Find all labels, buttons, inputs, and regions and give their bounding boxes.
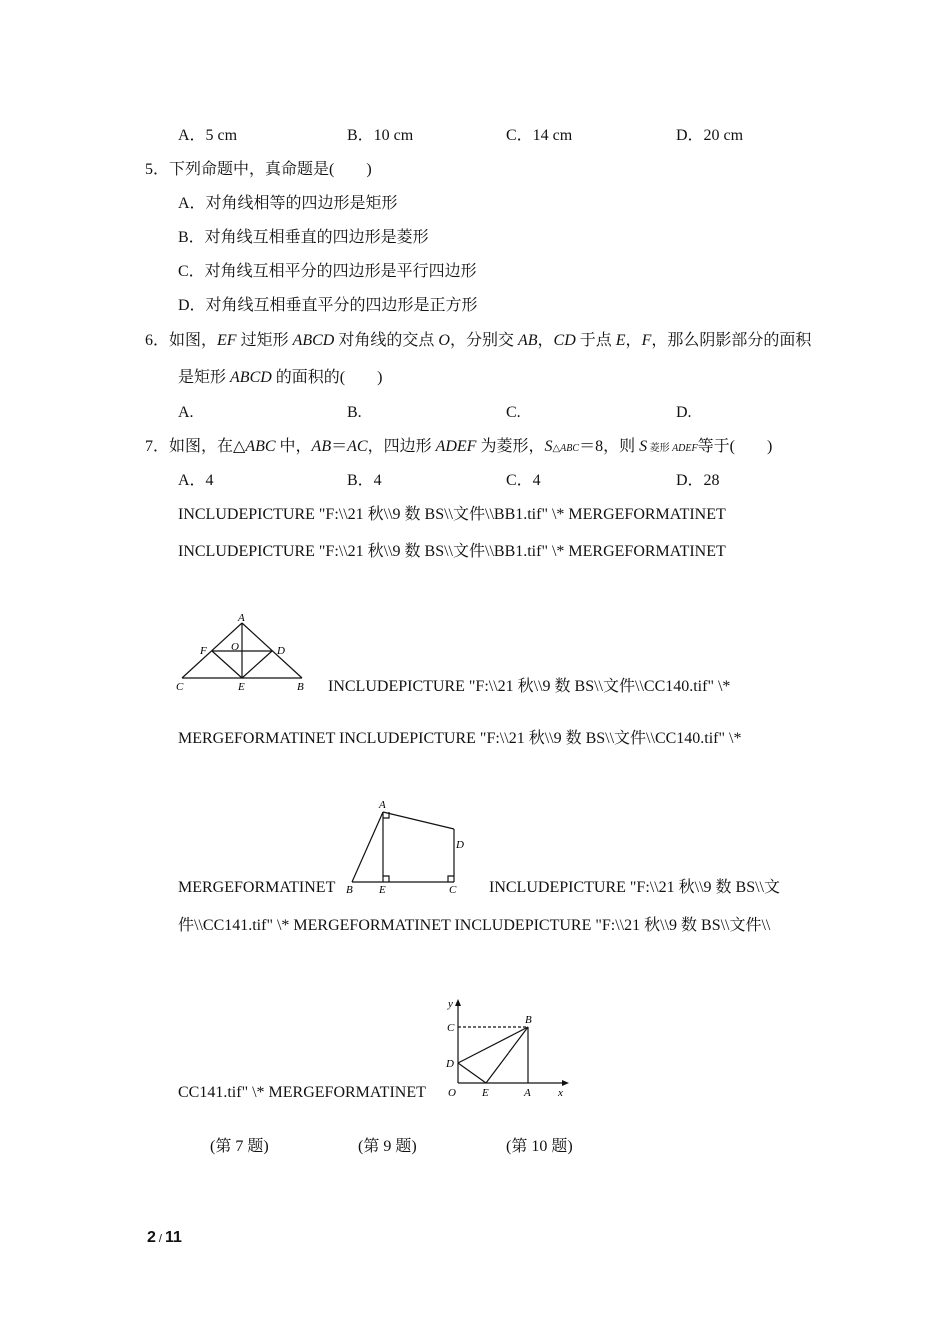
q5-stem: 5．下列命题中，真命题是( ) bbox=[145, 161, 372, 178]
q7-option-b: B．4 bbox=[347, 472, 382, 489]
figure-q9-quadrilateral bbox=[340, 796, 470, 900]
field-code-line4: MERGEFORMATINET INCLUDEPICTURE "F:\\21 秋\\9 数 BS\\文件\\CC140.tif" \* bbox=[178, 730, 742, 747]
fig3-label-x: x bbox=[558, 1087, 563, 1099]
q4-option-c: C．14 cm bbox=[506, 127, 573, 144]
figure-q7-triangle bbox=[172, 610, 312, 696]
fig3-label-o: O bbox=[448, 1087, 456, 1099]
q7-option-c: C．4 bbox=[506, 472, 541, 489]
q5-option-b: B．对角线互相垂直的四边形是菱形 bbox=[178, 229, 429, 246]
fig2-label-e: E bbox=[379, 884, 386, 896]
fig3-label-d: D bbox=[446, 1058, 454, 1070]
field-code-line3: INCLUDEPICTURE "F:\\21 秋\\9 数 BS\\文件\\CC140.tif" \* bbox=[328, 678, 731, 695]
fig3-label-c: C bbox=[447, 1022, 455, 1034]
fig2-label-d: D bbox=[456, 839, 464, 851]
q7-stem: 7．如图，在△ABC 中，AB＝AC，四边形 ADEF 为菱形，S△ABC＝8，则 S 菱形 ADEF等于( ) bbox=[145, 438, 773, 455]
caption-q7: (第 7 题) bbox=[210, 1138, 269, 1155]
fig1-label-f: F bbox=[200, 645, 207, 657]
q5-option-a: A．对角线相等的四边形是矩形 bbox=[178, 195, 398, 212]
fig1-label-e: E bbox=[238, 681, 245, 693]
caption-q9: (第 9 题) bbox=[358, 1138, 417, 1155]
fig2-label-c: C bbox=[449, 884, 457, 896]
q4-option-d: D．20 cm bbox=[676, 127, 744, 144]
fig1-label-d: D bbox=[277, 645, 285, 657]
fig1-label-a: A bbox=[238, 612, 245, 624]
field-code-line7: CC141.tif" \* MERGEFORMATINET bbox=[178, 1084, 426, 1101]
q5-option-d: D．对角线互相垂直平分的四边形是正方形 bbox=[178, 297, 478, 314]
fig2-label-b: B bbox=[346, 884, 353, 896]
q6-stem-line1: 6．如图，EF 过矩形 ABCD 对角线的交点 O，分别交 AB，CD 于点 E，F，那么阴影部分的面积 bbox=[145, 332, 812, 349]
page-number: 2 / 11 bbox=[147, 1229, 182, 1246]
fig2-label-a: A bbox=[379, 799, 386, 811]
q6-option-a: A. bbox=[178, 404, 194, 421]
field-code-line5a: MERGEFORMATINET bbox=[178, 879, 336, 896]
q7-option-a: A．4 bbox=[178, 472, 214, 489]
q6-option-b: B. bbox=[347, 404, 362, 421]
fig3-label-a: A bbox=[524, 1087, 531, 1099]
fig3-label-e: E bbox=[482, 1087, 489, 1099]
q6-option-c: C. bbox=[506, 404, 521, 421]
fig1-label-o: O bbox=[231, 641, 239, 653]
field-code-line6: 件\\CC141.tif" \* MERGEFORMATINET INCLUDEPICTURE "F:\\21 秋\\9 数 BS\\文件\\ bbox=[178, 917, 771, 934]
field-code-line5b: INCLUDEPICTURE "F:\\21 秋\\9 数 BS\\文 bbox=[489, 879, 781, 896]
q4-option-a: A．5 cm bbox=[178, 127, 238, 144]
q7-option-d: D．28 bbox=[676, 472, 720, 489]
q4-option-b: B．10 cm bbox=[347, 127, 414, 144]
caption-q10: (第 10 题) bbox=[506, 1138, 573, 1155]
q6-option-d: D. bbox=[676, 404, 692, 421]
field-code-line1: INCLUDEPICTURE "F:\\21 秋\\9 数 BS\\文件\\BB1.tif" \* MERGEFORMATINET bbox=[178, 506, 726, 523]
fig1-label-c: C bbox=[176, 681, 184, 693]
fig3-label-b: B bbox=[525, 1014, 532, 1026]
q5-option-c: C．对角线互相平分的四边形是平行四边形 bbox=[178, 263, 477, 280]
q6-stem-line2: 是矩形 ABCD 的面积的( ) bbox=[178, 369, 383, 386]
fig1-label-b: B bbox=[297, 681, 304, 693]
fig3-label-y: y bbox=[448, 998, 453, 1010]
figure-q10-coordinate bbox=[440, 995, 575, 1099]
field-code-line2: INCLUDEPICTURE "F:\\21 秋\\9 数 BS\\文件\\BB1.tif" \* MERGEFORMATINET bbox=[178, 543, 726, 560]
